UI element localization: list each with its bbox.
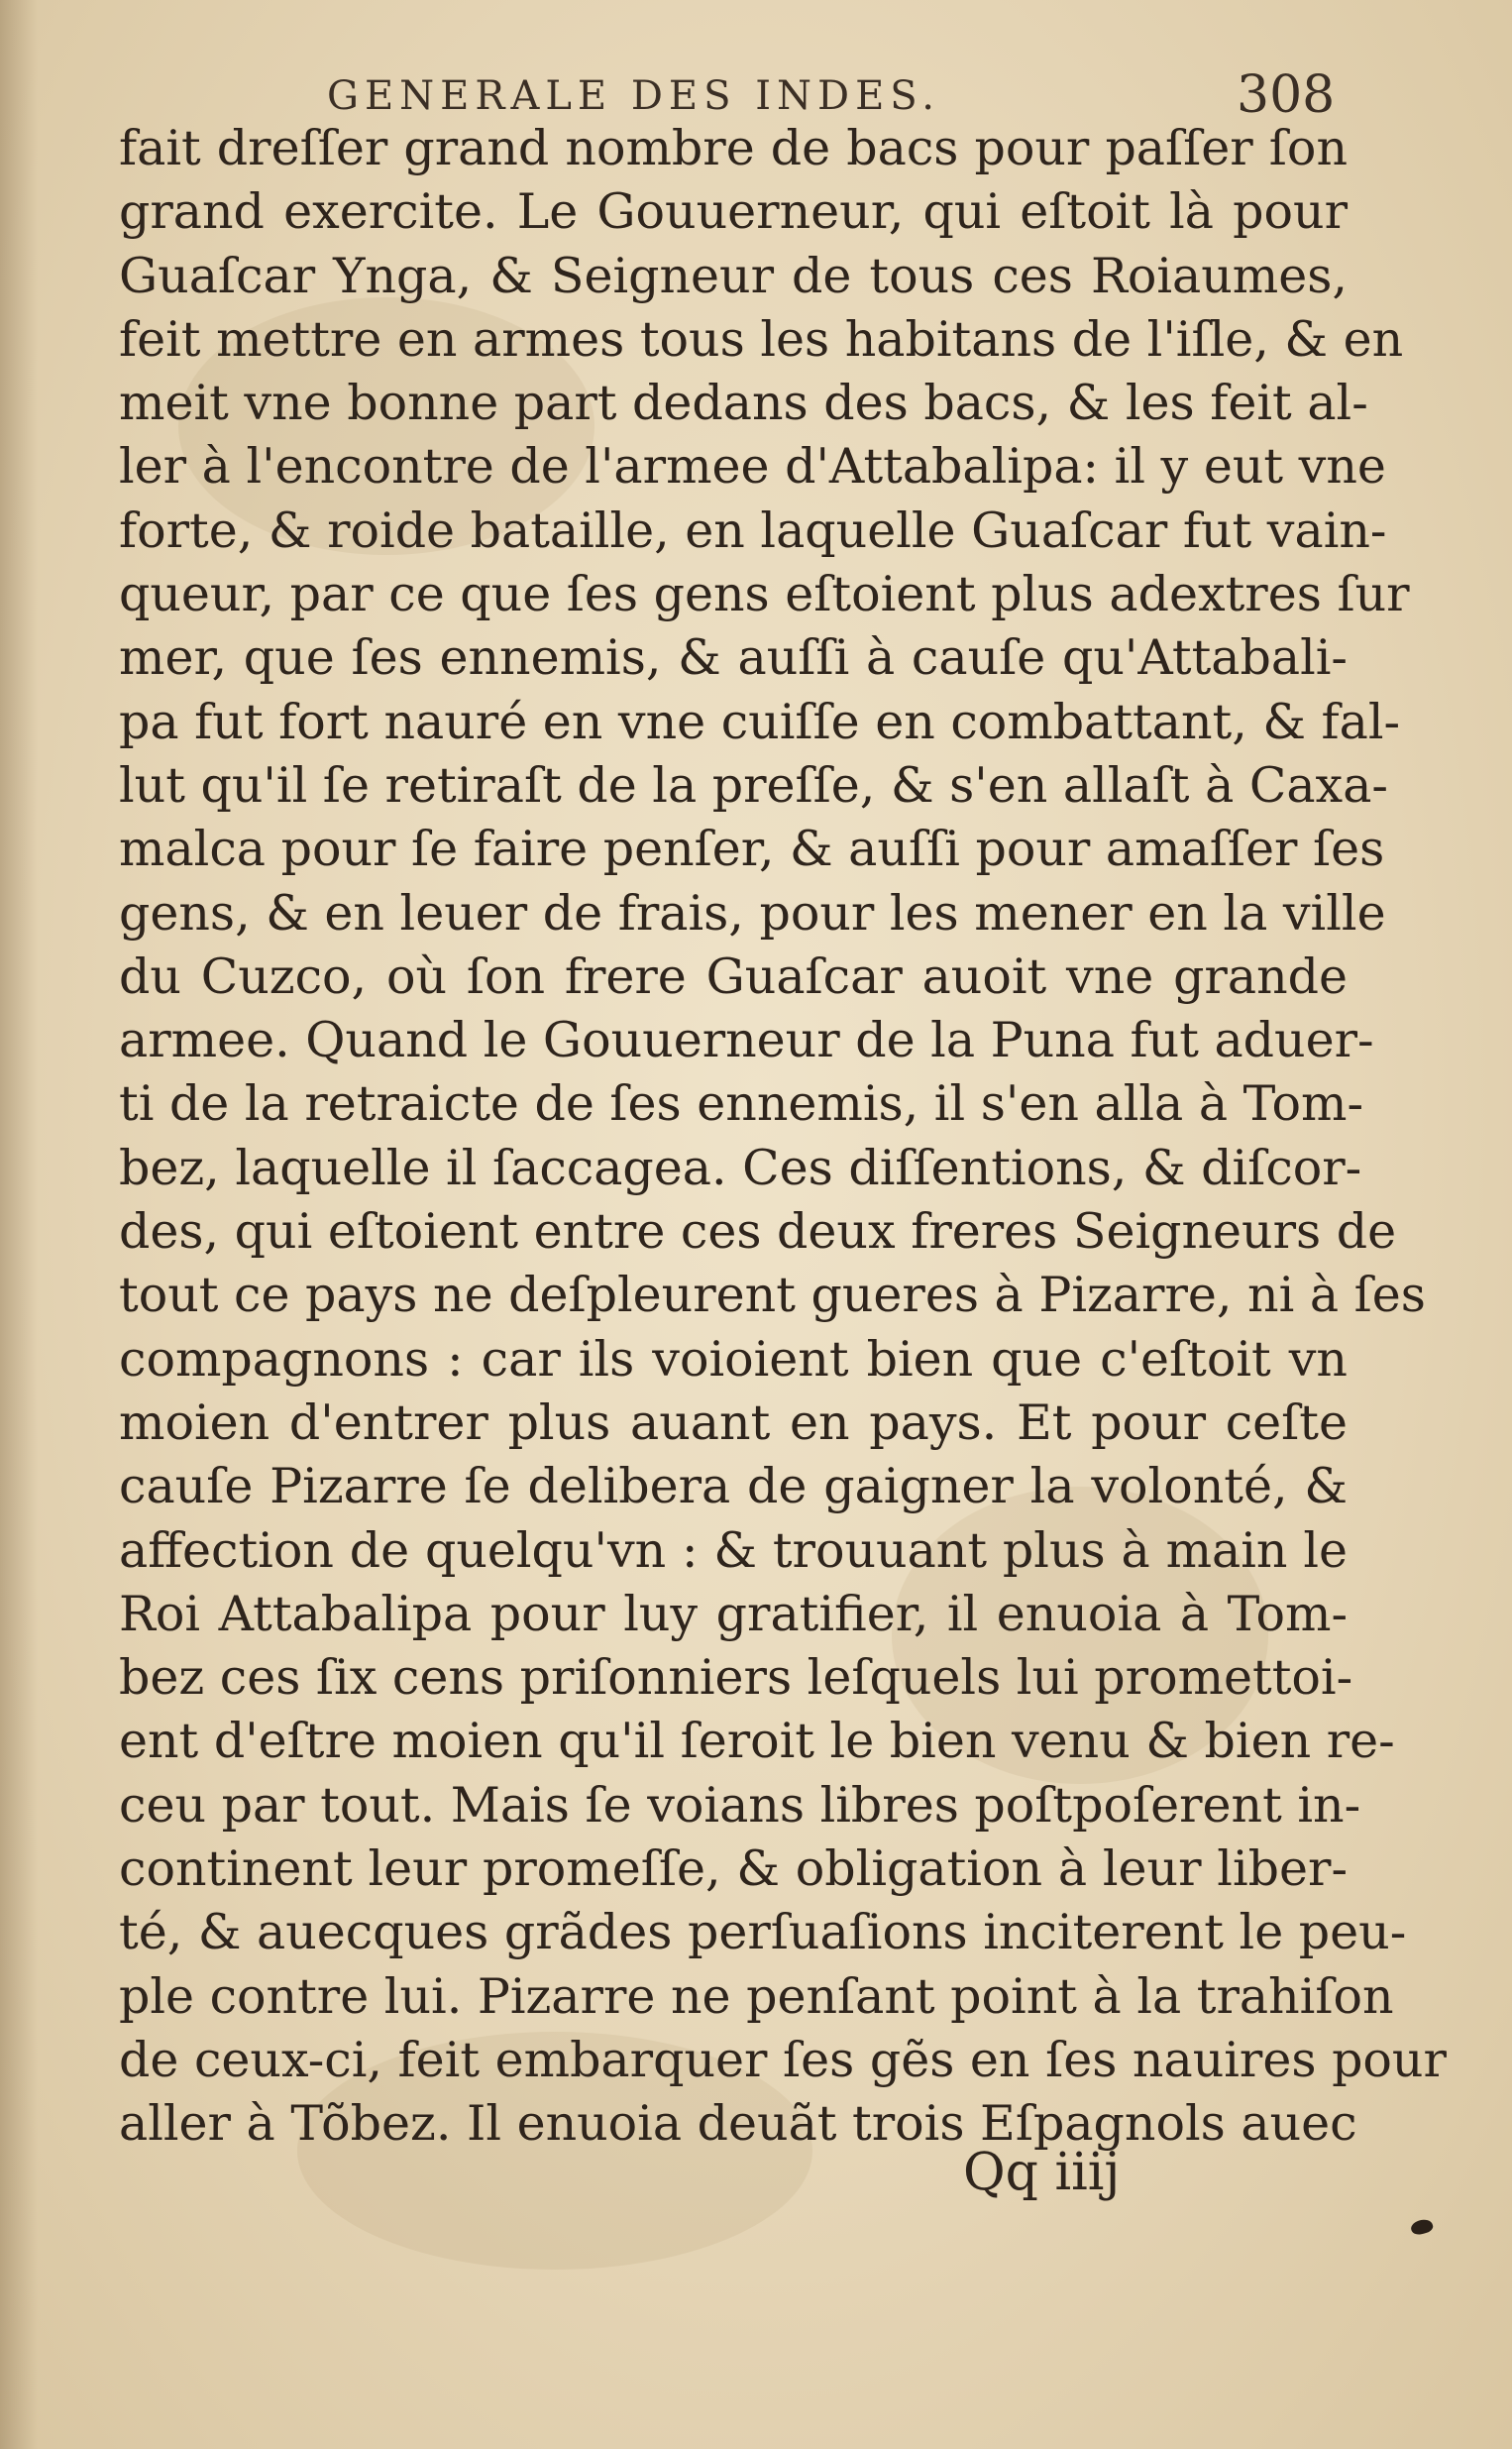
text-line: fait dreſſer grand nombre de bacs pour paſſer ſon	[119, 120, 1348, 176]
page-number: 308	[1237, 65, 1336, 125]
text-line: cauſe Pizarre ſe delibera de gaigner la volonté, &	[119, 1458, 1348, 1515]
text-line: ent d'eſtre moien qu'il ſeroit le bien venu & bien re-	[119, 1713, 1395, 1770]
text-line: ple contre lui. Pizarre ne penſant point à la trahiſon	[119, 1967, 1394, 2025]
text-line: lut qu'il ſe retiraſt de la preſſe, & s'en allaſt à Caxa-	[119, 756, 1388, 814]
running-head	[119, 65, 1338, 125]
text-line: du Cuzco, où ſon frere Guaſcar auoit vne grande	[119, 947, 1348, 1005]
signature-mark: Qq iiij	[963, 2143, 1121, 2202]
text-line: aller à Tõbez. Il enuoia deuãt trois Eſpagnols auec	[119, 2095, 1357, 2153]
body-text	[119, 117, 1447, 2157]
text-line: Guaſcar Ynga, & Seigneur de tous ces Roiaumes,	[119, 247, 1348, 304]
text-line: queur, par ce que ſes gens eſtoient plus adextres ſur	[119, 566, 1410, 623]
text-line: mer, que ſes ennemis, & auſſi à cauſe qu'Attabali-	[119, 629, 1348, 687]
text-line: ceu par tout. Mais ſe voians libres poſtpoſerent in-	[119, 1776, 1361, 1834]
text-line: ti de la retraicte de ſes ennemis, il s'en alla à Tom-	[119, 1075, 1364, 1133]
text-line: ler à l'encontre de l'armee d'Attabalipa: il y eut vne	[119, 438, 1386, 496]
text-line: té, & auecques grãdes perſuaſions inciterent le peu-	[119, 1904, 1407, 1961]
text-line: affection de quelqu'vn : & trouuant plus à main le	[119, 1521, 1348, 1579]
text-line: pa fut fort nauré en vne cuiſſe en combattant, & fal-	[119, 693, 1401, 750]
ink-blot	[1409, 2217, 1434, 2237]
text-line: compagnons : car ils voioient bien que c'eſtoit vn	[119, 1330, 1348, 1388]
text-line: bez, laquelle il ſaccagea. Ces diſſentions, & diſcor-	[119, 1139, 1362, 1196]
text-line: moien d'entrer plus auant en pays. Et pour ceſte	[119, 1393, 1348, 1451]
text-line: armee. Quand le Gouuerneur de la Puna fut aduer-	[119, 1012, 1374, 1069]
text-line: des, qui eſtoient entre ces deux freres Seigneurs de	[119, 1203, 1397, 1261]
text-line: gens, & en leuer de frais, pour les mener en la ville	[119, 884, 1386, 942]
text-line: meit vne bonne part dedans des bacs, & les feit al-	[119, 375, 1368, 432]
text-line: de ceux-ci, feit embarquer ſes gẽs en ſes nauires pour	[119, 2031, 1447, 2088]
text-line: continent leur promeſſe, & obligation à leur liber-	[119, 1840, 1348, 1898]
text-line: tout ce pays ne deſpleurent gueres à Pizarre, ni à ſes	[119, 1267, 1426, 1324]
running-head-title: GENERALE DES INDES.	[327, 73, 940, 119]
text-line: feit mettre en armes tous les habitans de l'iſle, & en	[119, 310, 1404, 368]
text-line: forte, & roide bataille, en laquelle Guaſcar fut vain-	[119, 501, 1387, 559]
text-line: malca pour ſe faire penſer, & auſſi pour amaſſer ſes	[119, 821, 1385, 878]
gutter-shadow	[0, 0, 38, 2449]
text-line: bez ces ſix cens priſonniers leſquels lui promettoi-	[119, 1649, 1353, 1707]
text-line: grand exercite. Le Gouuerneur, qui eſtoit là pour	[119, 183, 1348, 241]
text-line: Roi Attabalipa pour luy gratifier, il enuoia à Tom-	[119, 1585, 1348, 1642]
